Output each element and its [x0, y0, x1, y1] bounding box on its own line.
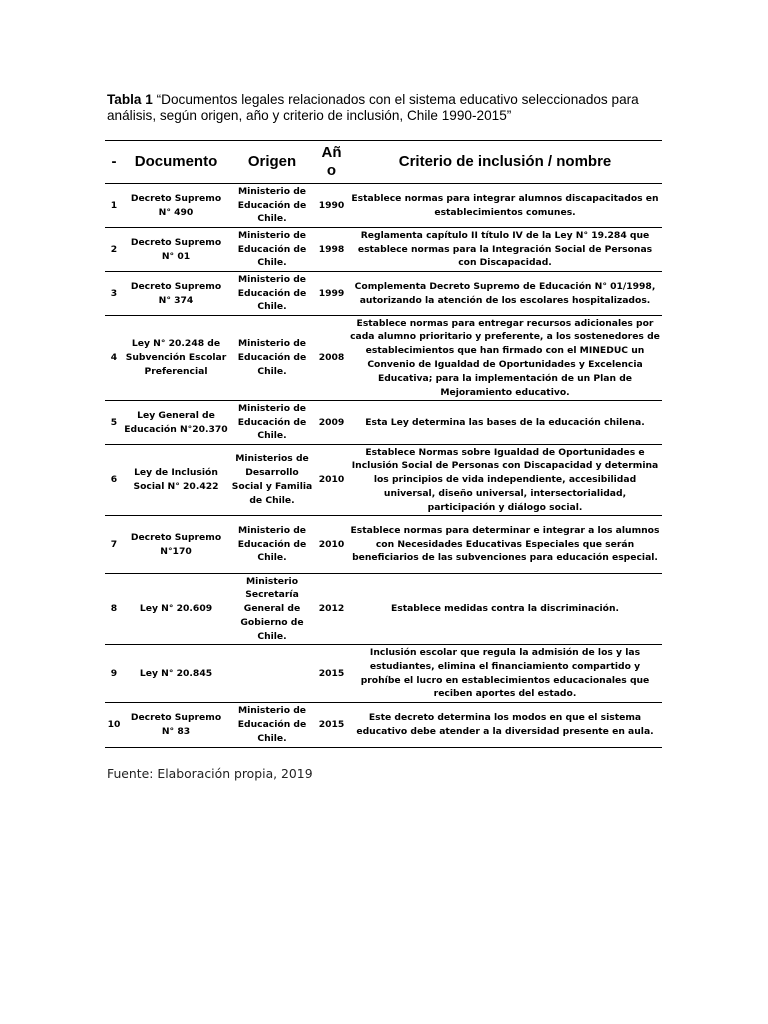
row-documento: Ley General de Educación N°20.370 — [123, 401, 229, 445]
table-header-row — [105, 141, 662, 184]
row-anio: 2010 — [315, 516, 348, 574]
row-documento: Decreto Supremo N° 01 — [123, 228, 229, 272]
row-anio: 2015 — [315, 703, 348, 748]
row-origen: Ministerio de Educación de Chile. — [229, 316, 315, 401]
row-num: 4 — [105, 316, 123, 401]
table-row — [105, 574, 662, 645]
table-caption — [107, 92, 667, 124]
row-origen: Ministerio de Educación de Chile. — [229, 184, 315, 228]
row-num: 10 — [105, 703, 123, 748]
row-num: 7 — [105, 516, 123, 574]
row-num: 1 — [105, 184, 123, 228]
row-num: 2 — [105, 228, 123, 272]
row-anio: 1999 — [315, 272, 348, 316]
row-num: 3 — [105, 272, 123, 316]
row-anio: 2012 — [315, 574, 348, 645]
row-anio: 2015 — [315, 645, 348, 703]
row-criterio: Establece normas para integrar alumnos discapacitados en establecimientos comunes. — [348, 184, 662, 228]
row-documento: Ley N° 20.609 — [123, 574, 229, 645]
table-title: “Documentos legales relacionados con el sistema educativo seleccionados para análisis, según origen, año y criterio de inclusión, Chile 1990-2015” — [107, 92, 639, 123]
row-origen: Ministerio de Educación de Chile. — [229, 516, 315, 574]
source-note: Fuente: Elaboración propia, 2019 — [107, 766, 313, 781]
row-origen: Ministerio de Educación de Chile. — [229, 228, 315, 272]
header-documento: Documento — [123, 141, 229, 184]
row-origen: Ministerio de Educación de Chile. — [229, 272, 315, 316]
row-origen: Ministerio de Educación de Chile. — [229, 401, 315, 445]
row-origen: Ministerios de Desarrollo Social y Familia de Chile. — [229, 445, 315, 516]
row-documento: Decreto Supremo N°170 — [123, 516, 229, 574]
table-row — [105, 703, 662, 748]
row-criterio: Complementa Decreto Supremo de Educación N° 01/1998, autorizando la atención de los escolares hospitalizados. — [348, 272, 662, 316]
row-anio: 2009 — [315, 401, 348, 445]
row-num: 5 — [105, 401, 123, 445]
header-origen: Origen — [229, 141, 315, 184]
table-row — [105, 228, 662, 272]
row-criterio: Establece Normas sobre Igualdad de Oportunidades e Inclusión Social de Personas con Discapacidad y determina los principios de vida independiente, accesibilidad universal, diseño universal, intersectorialidad, participación y diálogo social. — [348, 445, 662, 516]
row-documento: Decreto Supremo N° 83 — [123, 703, 229, 748]
row-origen: Ministerio Secretaría General de Gobierno de Chile. — [229, 574, 315, 645]
row-documento: Decreto Supremo N° 374 — [123, 272, 229, 316]
header-criterio: Criterio de inclusión / nombre — [348, 141, 662, 184]
row-criterio: Establece normas para entregar recursos adicionales por cada alumno prioritario y preferente, a los sostenedores de establecimientos que han firmado con el MINEDUC un Convenio de Igualdad de Oportunidades y Excelencia Educativa; para la implementación de un Plan de Mejoramiento educativo. — [348, 316, 662, 401]
table-row — [105, 184, 662, 228]
row-documento: Ley N° 20.248 de Subvención Escolar Preferencial — [123, 316, 229, 401]
table-row — [105, 316, 662, 401]
row-anio: 1990 — [315, 184, 348, 228]
row-criterio: Establece medidas contra la discriminación. — [348, 574, 662, 645]
row-criterio: Inclusión escolar que regula la admisión de los y las estudiantes, elimina el financiamiento compartido y prohíbe el lucro en establecimientos educacionales que reciben aportes del estado. — [348, 645, 662, 703]
row-criterio: Esta Ley determina las bases de la educación chilena. — [348, 401, 662, 445]
row-anio: 1998 — [315, 228, 348, 272]
table-row — [105, 516, 662, 574]
legal-documents-table — [105, 140, 662, 748]
table-label: Tabla 1 — [107, 92, 153, 107]
row-documento: Decreto Supremo N° 490 — [123, 184, 229, 228]
row-num: 6 — [105, 445, 123, 516]
row-criterio: Reglamenta capítulo II título IV de la Ley N° 19.284 que establece normas para la Integración Social de Personas con Discapacidad. — [348, 228, 662, 272]
header-anio: Año — [315, 141, 348, 184]
row-anio: 2010 — [315, 445, 348, 516]
row-anio: 2008 — [315, 316, 348, 401]
row-origen — [229, 645, 315, 703]
table-row — [105, 401, 662, 445]
table-row — [105, 445, 662, 516]
header-num: - — [105, 141, 123, 184]
row-num: 8 — [105, 574, 123, 645]
row-criterio: Este decreto determina los modos en que el sistema educativo debe atender a la diversidad presente en aula. — [348, 703, 662, 748]
table-row — [105, 645, 662, 703]
row-num: 9 — [105, 645, 123, 703]
row-documento: Ley N° 20.845 — [123, 645, 229, 703]
row-documento: Ley de Inclusión Social N° 20.422 — [123, 445, 229, 516]
table-row — [105, 272, 662, 316]
row-origen: Ministerio de Educación de Chile. — [229, 703, 315, 748]
row-criterio: Establece normas para determinar e integrar a los alumnos con Necesidades Educativas Especiales que serán beneficiarios de las subvenciones para educación especial. — [348, 516, 662, 574]
